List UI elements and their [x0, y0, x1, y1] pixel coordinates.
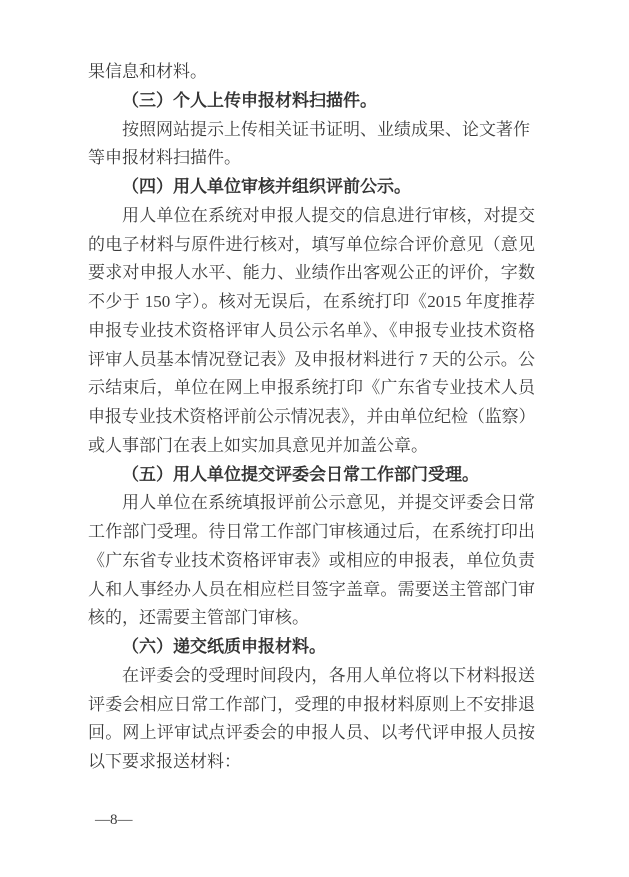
section-heading: （三）个人上传申报材料扫描件。: [122, 90, 377, 110]
section-heading: （六）递交纸质申报材料。: [122, 637, 326, 656]
text-line: 等申报材料扫描件。: [88, 148, 241, 168]
text-line: 核的，还需要主管部门审核。: [88, 608, 309, 628]
text-line: 工作部门受理。待日常工作部门审核通过后，在系统打印出: [88, 522, 535, 541]
text-line: 评委会相应日常工作部门，受理的申报材料原则上不安排退: [88, 694, 535, 714]
text-line: 以下要求报送材料：: [88, 752, 241, 771]
text-line: 在评委会的受理时间段内，各用人单位将以下材料报送: [122, 665, 535, 685]
section-heading: （五）用人单位提交评委会日常工作部门受理。: [122, 464, 479, 484]
text-line: 用人单位在系统填报评前公示意见，并提交评委会日常: [122, 493, 535, 513]
section-heading: （四）用人单位审核并组织评前公示。: [122, 177, 411, 196]
text-line: 的电子材料与原件进行核对，填写单位综合评价意见（意见: [88, 234, 535, 254]
text-line: 或人事部门在表上如实加具意见并加盖公章。: [88, 435, 428, 455]
text-line: 申报专业技术资格评审人员公示名单》、《申报专业技术资格: [88, 320, 535, 340]
text-line: 要求对申报人水平、能力、业绩作出客观公正的评价，字数: [88, 263, 535, 283]
text-line: 用人单位在系统对申报人提交的信息进行审核，对提交: [122, 205, 535, 225]
text-line: 人和人事经办人员在相应栏目签字盖章。需要送主管部门审: [88, 579, 535, 599]
text-line: 回。网上评审试点评委会的申报人员、以考代评申报人员按: [88, 723, 535, 743]
text-line: 评审人员基本情况登记表》及申报材料进行 7 天的公示。公: [88, 349, 535, 369]
text-line: 示结束后，单位在网上申报系统打印《广东省专业技术人员: [88, 378, 535, 398]
text-line: 《广东省专业技术资格评审表》或相应的申报表，单位负责: [88, 550, 535, 570]
text-line: 按照网站提示上传相关证书证明、业绩成果、论文著作: [122, 119, 530, 139]
text-line: 申报专业技术资格评前公示情况表》，并由单位纪检（监察）: [88, 407, 535, 426]
document-body: [88, 58, 535, 777]
page-number: —8—: [95, 812, 133, 828]
text-line: 果信息和材料。: [88, 62, 207, 81]
text-line: 不少于 150 字）。核对无误后，在系统打印《2015 年度推荐: [88, 292, 535, 311]
